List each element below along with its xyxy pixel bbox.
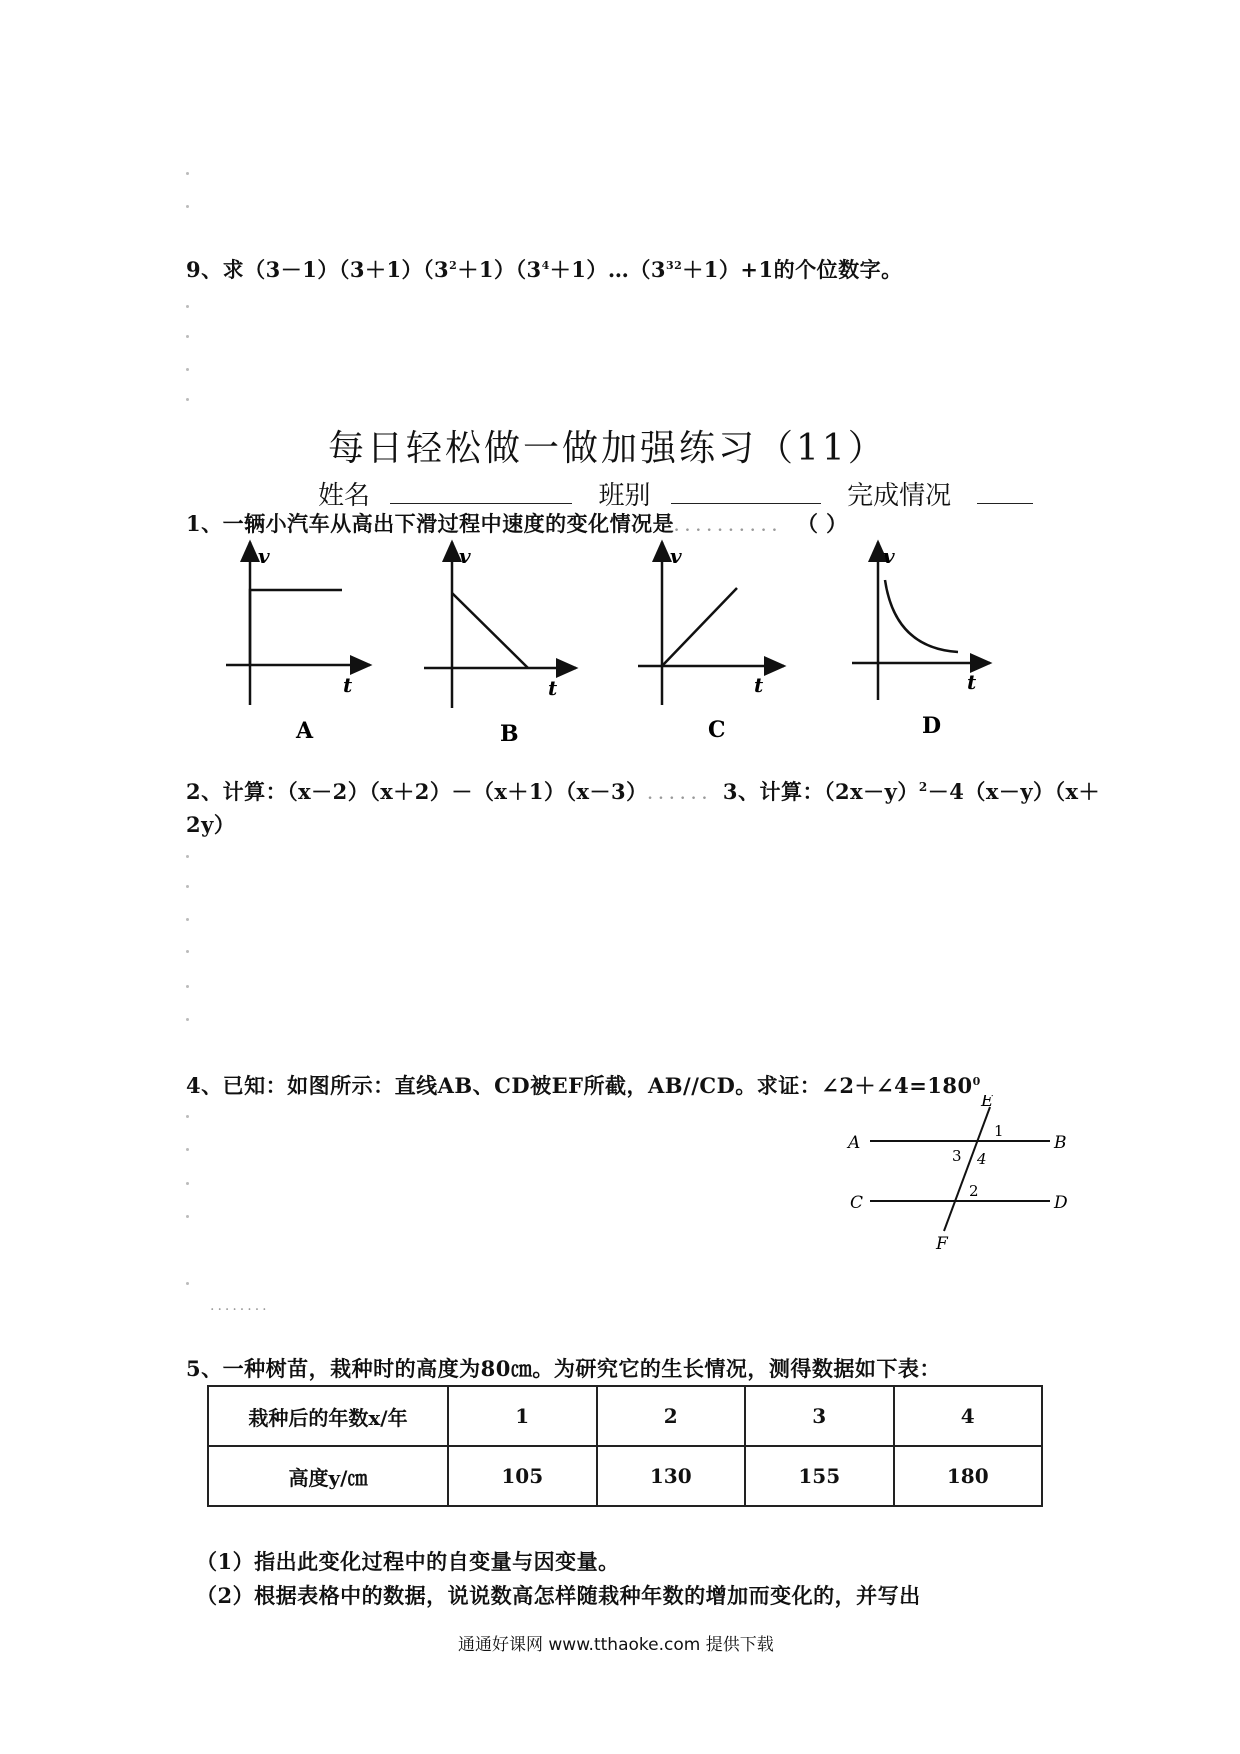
question-2-3: 2、计算：（x－2）（x＋2）－（x＋1）（x－3）...... 3、计算：$(2x-y)^2-4(x-y)(x+$: [186, 779, 1101, 804]
angle-3: 3: [952, 1147, 962, 1165]
angle-4: 4: [977, 1150, 987, 1168]
label-b: B: [1054, 1133, 1067, 1153]
question-1: 1、一辆小汽车从高出下滑过程中速度的变化情况是.......... （ ）: [186, 511, 848, 536]
table-header-years: 栽种后的年数x/年: [208, 1386, 448, 1446]
graph-b-letter: B: [500, 721, 519, 747]
graph-d[interactable]: [852, 542, 990, 739]
label-f: F: [936, 1234, 948, 1254]
year-cell: 1: [448, 1386, 597, 1446]
graph-a-v-label: v: [258, 544, 270, 568]
label-e: E: [981, 1095, 994, 1111]
graph-d-curve: [885, 580, 958, 652]
graph-c-curve: [662, 588, 737, 666]
label-a: A: [848, 1133, 861, 1153]
question-3: 3、计算：$(2x-y)^2-4(x-y)(x+$: [722, 779, 1101, 804]
question-9: 9、求$(3-1)(3+1)(3^2+1)(3^4+1)\dots(3^{32}+1)+1$的个位数字。: [186, 257, 903, 282]
graph-c[interactable]: [638, 542, 784, 743]
graph-d-t-label: t: [967, 670, 977, 694]
graph-b-v-label: v: [459, 544, 471, 568]
label-d: D: [1054, 1193, 1068, 1213]
table-header-height: 高度y/㎝: [208, 1446, 448, 1506]
question-4: 4、已知：如图所示：直线AB、CD被EF所截，AB//CD。求证：$\angle 2+\angle 4=180^0$: [186, 1073, 981, 1098]
angle-2: 2: [969, 1182, 979, 1200]
label-c: C: [850, 1193, 864, 1213]
graph-d-v-label: v: [883, 544, 895, 568]
graph-b-t-label: t: [548, 676, 558, 700]
height-cell: 155: [745, 1446, 894, 1506]
graph-a-letter: A: [296, 718, 314, 744]
velocity-graphs: [190, 530, 1010, 750]
graph-a[interactable]: [226, 542, 370, 744]
question-2: 2、计算：（x－2）（x＋2）－（x＋1）（x－3）: [186, 779, 648, 804]
class-label: 班别: [598, 481, 651, 511]
year-cell: 2: [597, 1386, 746, 1446]
table-row: [208, 1446, 1042, 1506]
footer-credit: 通通好课网 www.tthaoke.com 提供下载: [458, 1635, 774, 1655]
class-blank[interactable]: [671, 481, 821, 504]
name-label: 姓名: [318, 481, 371, 511]
year-cell: 3: [745, 1386, 894, 1446]
graph-c-letter: C: [708, 717, 726, 743]
graph-d-letter: D: [922, 713, 942, 739]
year-cell: 4: [894, 1386, 1043, 1446]
line-ef: [944, 1107, 990, 1231]
height-cell: 180: [894, 1446, 1043, 1506]
question-5-part-2: （2）根据表格中的数据，说说数高怎样随栽种年数的增加而变化的，并写出: [196, 1583, 921, 1608]
height-cell: 130: [597, 1446, 746, 1506]
name-blank[interactable]: [390, 481, 572, 504]
graph-a-t-label: t: [343, 673, 353, 697]
status-blank[interactable]: [977, 481, 1033, 504]
graph-c-v-label: v: [670, 544, 682, 568]
question-3-line2: 2y）: [186, 812, 236, 837]
graph-b[interactable]: [424, 542, 576, 747]
height-cell: 105: [448, 1446, 597, 1506]
graph-b-curve: [452, 593, 528, 668]
graph-a-curve: [250, 590, 342, 665]
graph-c-t-label: t: [754, 673, 764, 697]
table-row: [208, 1386, 1042, 1446]
status-label: 完成情况: [847, 481, 952, 511]
growth-table: [207, 1385, 1043, 1507]
angle-1: 1: [994, 1122, 1004, 1140]
question-5-part-1: （1）指出此变化过程中的自变量与因变量。: [196, 1549, 620, 1574]
header-row: [318, 475, 1033, 512]
question-5: 5、一种树苗，栽种时的高度为80㎝。为研究它的生长情况，测得数据如下表：: [186, 1356, 941, 1381]
page-title: 每日轻松做一做加强练习（11）: [328, 428, 887, 469]
parallel-lines-figure: [840, 1095, 1080, 1255]
